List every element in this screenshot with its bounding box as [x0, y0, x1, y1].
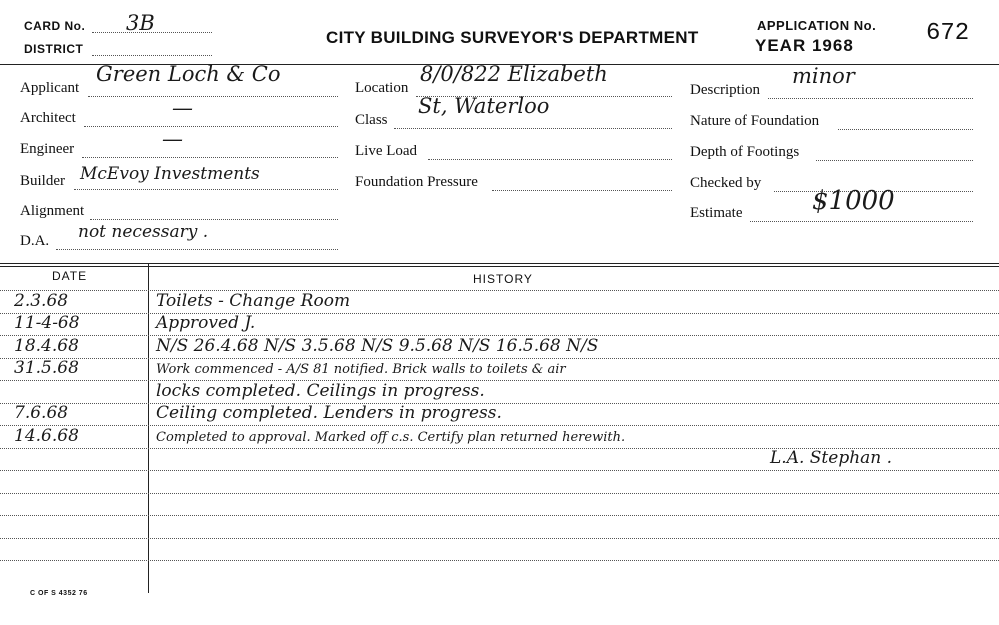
history-entry: N/S 26.4.68 N/S 3.5.68 N/S 9.5.68 N/S 16.5.68 N/S — [156, 335, 599, 356]
history-date: 7.6.68 — [14, 403, 69, 423]
engineer-label: Engineer — [20, 141, 75, 157]
engineer-value: — — [162, 127, 183, 151]
class-line — [394, 128, 672, 129]
history-date: 31.5.68 — [14, 358, 79, 378]
history-entry: Ceiling completed. Lenders in progress. — [156, 403, 502, 423]
alignment-label: Alignment — [20, 203, 85, 219]
live-load-line — [428, 159, 672, 160]
alignment-line — [90, 219, 338, 220]
description-label: Description — [690, 82, 760, 98]
builder-label: Builder — [20, 173, 65, 189]
applicant-value: Green Loch & Co — [96, 62, 281, 86]
district-label: DISTRICT — [24, 42, 84, 56]
architect-line — [84, 126, 338, 127]
applicant-line — [88, 96, 338, 97]
application-no-value: 672 — [926, 20, 970, 47]
district-line — [92, 55, 212, 56]
history-entry: locks completed. Ceilings in progress. — [156, 380, 485, 401]
form-code: C OF S 4352 76 — [30, 590, 88, 597]
history-row-rule — [0, 290, 999, 291]
class-label: Class — [355, 112, 388, 128]
history-row-rule — [0, 493, 999, 494]
builder-line — [74, 189, 338, 190]
date-column-header: DATE — [52, 269, 88, 283]
foundation-pressure-label: Foundation Pressure — [355, 174, 478, 190]
estimate-value: $1000 — [812, 186, 895, 216]
history-date: 11-4-68 — [14, 313, 80, 333]
location-value-1: 8/0/822 Elizabeth — [420, 62, 608, 86]
architect-label: Architect — [20, 110, 76, 126]
applicant-label: Applicant — [20, 80, 80, 96]
department-title: CITY BUILDING SURVEYOR'S DEPARTMENT — [326, 28, 699, 47]
builder-value: McEvoy Investments — [80, 164, 260, 184]
estimate-line — [750, 221, 973, 222]
year-label: YEAR 1968 — [755, 36, 854, 55]
history-row-rule — [0, 470, 999, 471]
history-top-rule — [0, 263, 999, 264]
history-date: 14.6.68 — [14, 425, 79, 446]
card-no-value: 3B — [126, 11, 155, 35]
location-value-2: St, Waterloo — [418, 94, 550, 118]
history-entry: Toilets - Change Room — [156, 290, 351, 311]
location-label: Location — [355, 80, 409, 96]
history-row-rule — [0, 538, 999, 539]
history-date: 18.4.68 — [14, 335, 79, 356]
history-row-rule — [0, 358, 999, 359]
history-entry: Approved J. — [156, 313, 256, 333]
nature-of-foundation-line — [838, 129, 973, 130]
architect-value: — — [172, 96, 193, 120]
engineer-line — [82, 157, 338, 158]
nature-of-foundation-label: Nature of Foundation — [690, 113, 820, 129]
live-load-label: Live Load — [355, 143, 418, 159]
history-row-rule — [0, 515, 999, 516]
checked-by-label: Checked by — [690, 175, 762, 191]
application-no-label: APPLICATION No. — [757, 18, 877, 33]
history-entry: Work commenced - A/S 81 notified. Brick walls to toilets & air — [156, 362, 566, 377]
description-line — [768, 98, 973, 99]
da-value: not necessary . — [78, 222, 209, 242]
history-row-rule — [0, 380, 999, 381]
depth-of-footings-label: Depth of Footings — [690, 144, 800, 160]
estimate-label: Estimate — [690, 205, 743, 221]
history-entry: L.A. Stephan . — [770, 448, 893, 468]
description-value: minor — [792, 64, 855, 88]
history-date: 2.3.68 — [14, 290, 69, 311]
history-column-header: HISTORY — [473, 272, 533, 286]
history-entry: Completed to approval. Marked off c.s. Certify plan returned herewith. — [156, 429, 626, 445]
card-no-label: CARD No. — [24, 19, 86, 33]
history-row-rule — [0, 313, 999, 314]
history-row-rule — [0, 425, 999, 426]
history-row-rule — [0, 560, 999, 561]
foundation-pressure-line — [492, 190, 672, 191]
depth-of-footings-line — [816, 160, 973, 161]
history-top-rule-2 — [0, 266, 999, 267]
da-label: D.A. — [20, 233, 50, 249]
da-line — [56, 249, 338, 250]
